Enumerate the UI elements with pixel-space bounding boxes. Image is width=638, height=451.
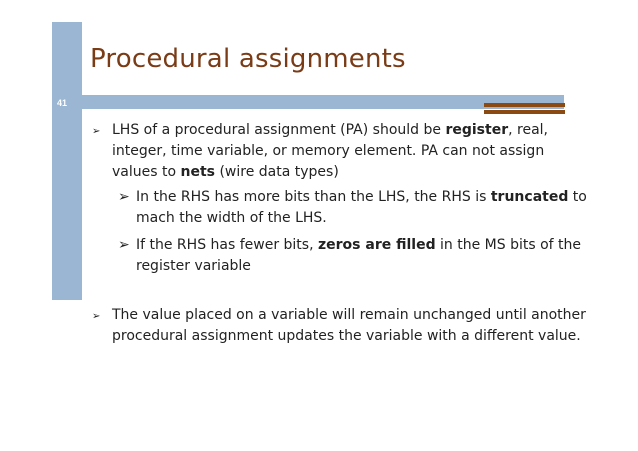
sub-bullet-arrow-icon: ➢ [118,237,130,253]
accent-line-bottom [484,110,565,114]
slide-content [90,120,590,347]
slide-title: Procedural assignments [90,44,406,74]
bullet-text-run: (wire data types) [215,164,339,180]
bullet-arrow-icon: ➢ [92,311,101,322]
bullet-item [90,120,590,183]
bullet-text-bold-run: truncated [490,189,569,205]
bullet-text-run: to mach the width of the LHS. [136,189,587,226]
bullet-text-run: , real, integer, time variable, or memory element. PA can not assign values to [112,122,548,180]
sub-bullet-item [90,187,590,229]
bullet-text-bold-run: nets [180,164,215,180]
bullet-text-run: LHS of a procedural assignment (PA) should be [112,122,446,138]
accent-line-top [484,103,565,107]
bullet-text-run: If the RHS has fewer bits, [136,237,318,253]
bullet-item [90,305,590,347]
bullet-text-run: The value placed on a variable will remain unchanged until another procedural assignment updates the variable with a different value. [112,307,586,344]
bullet-text-run: in the MS bits of the register variable [136,237,582,274]
bullet-text-bold-run: register [445,122,509,138]
sub-bullet-item [90,235,590,277]
bullet-text-bold-run: zeros are filled [318,237,436,253]
bullet-text-run: In the RHS has more bits than the LHS, the RHS is [136,189,491,205]
left-decor-bar [52,22,82,300]
slide-number: 41 [57,98,68,108]
sub-bullet-arrow-icon: ➢ [118,189,130,205]
bullet-arrow-icon: ➢ [92,126,101,137]
